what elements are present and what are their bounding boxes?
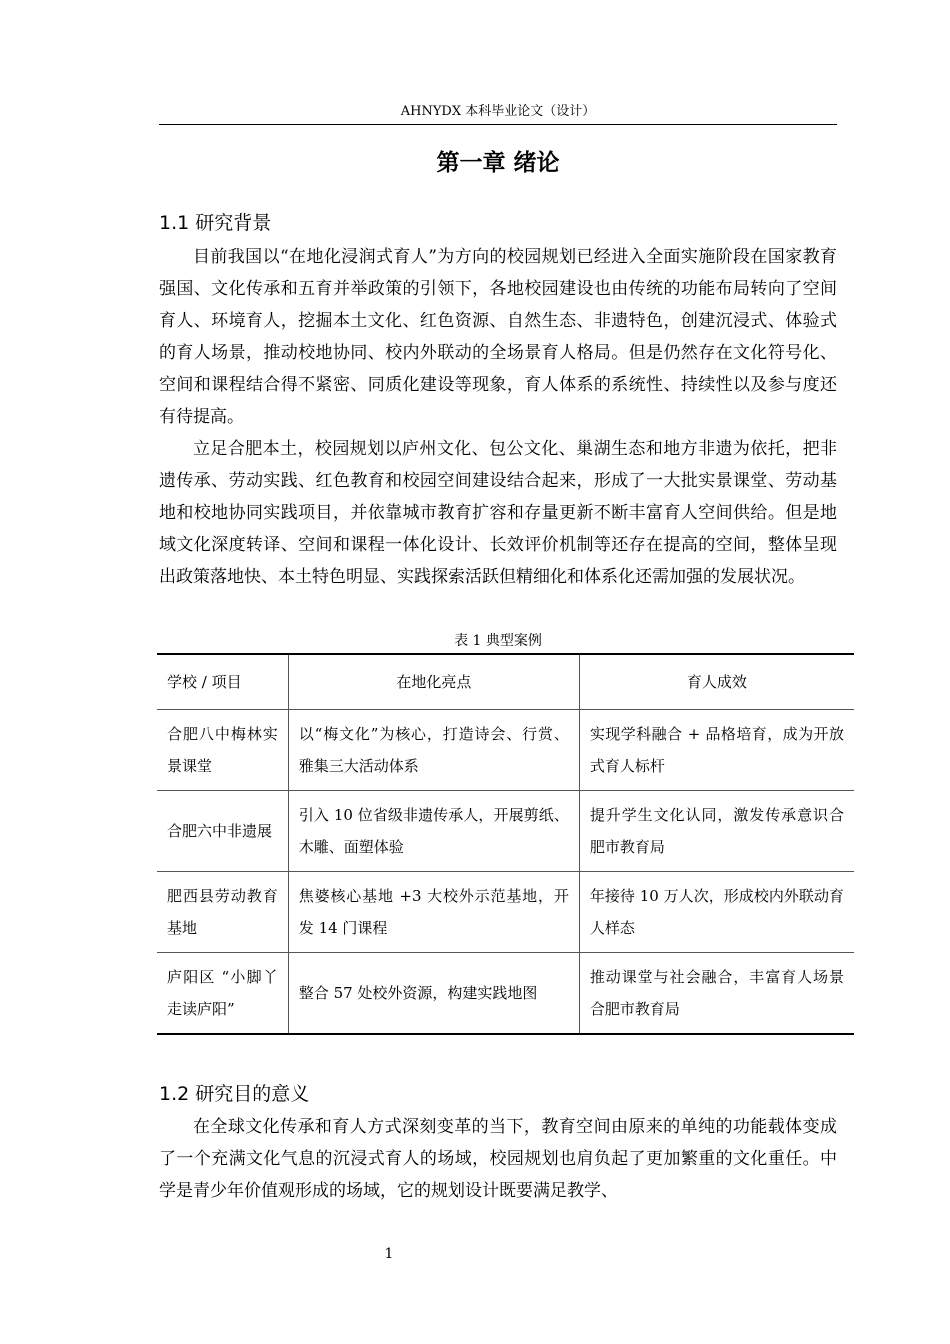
table-cell: 肥西县劳动教育基地 <box>157 872 288 953</box>
table-row <box>157 710 854 791</box>
table-caption: 表 1 典型案例 <box>454 633 542 649</box>
table-cell: 年接待 10 万人次，形成校内外联动育人样态 <box>579 872 854 953</box>
running-header: AHNYDX 本科毕业论文（设计） <box>159 103 837 125</box>
table-cell: 合肥八中梅林实景课堂 <box>157 710 288 791</box>
table-cell: 焦婆核心基地 +3 大校外示范基地，开发 14 门课程 <box>288 872 579 953</box>
table-header-row <box>157 654 854 710</box>
table-cell: 整合 57 处校外资源，构建实践地图 <box>288 953 579 1035</box>
table-header-cell: 育人成效 <box>579 654 854 710</box>
chapter-title: 第一章 绪论 <box>436 150 560 176</box>
table-cell: 推动课堂与社会融合，丰富育人场景合肥市教育局 <box>579 953 854 1035</box>
table-row <box>157 791 854 872</box>
table-cell: 合肥六中非遗展 <box>157 791 288 872</box>
paragraph-purpose-1: 在全球文化传承和育人方式深刻变革的当下，教育空间由原来的单纯的功能载体变成了一个充满文化气息的沉浸式育人的场域，校园规划也肩负起了更加繁重的文化重任。中学是青少年价值观形成的场域，它的规划设计既要满足教学、 <box>159 1117 837 1201</box>
cases-table <box>157 653 854 1035</box>
table-row <box>157 872 854 953</box>
table-row <box>157 953 854 1035</box>
page-number: 1 <box>384 1246 394 1262</box>
table-cell: 以“梅文化”为核心，打造诗会、行赏、雅集三大活动体系 <box>288 710 579 791</box>
table-cell: 提升学生文化认同，激发传承意识合肥市教育局 <box>579 791 854 872</box>
section-heading-background: 1.1 研究背景 <box>159 212 272 234</box>
paragraph-background-1: 目前我国以“在地化浸润式育人”为方向的校园规划已经进入全面实施阶段在国家教育强国、文化传承和五育并举政策的引领下，各地校园建设也由传统的功能布局转向了空间育人、环境育人，挖掘本土文化、红色资源、自然生态、非遗特色，创建沉浸式、体验式的育人场景，推动校地协同、校内外联动的全场景育人格局。但是仍然存在文化符号化、空间和课程结合得不紧密、同质化建设等现象，育人体系的系统性、持续性以及参与度还有待提高。 <box>159 247 837 427</box>
table-header-cell: 学校 / 项目 <box>157 654 288 710</box>
table-cell: 引入 10 位省级非遗传承人，开展剪纸、木雕、面塑体验 <box>288 791 579 872</box>
table-header-cell: 在地化亮点 <box>288 654 579 710</box>
paragraph-background-2: 立足合肥本土，校园规划以庐州文化、包公文化、巢湖生态和地方非遗为依托，把非遗传承、劳动实践、红色教育和校园空间建设结合起来，形成了一大批实景课堂、劳动基地和校地协同实践项目，并依靠城市教育扩容和存量更新不断丰富育人空间供给。但是地域文化深度转译、空间和课程一体化设计、长效评价机制等还存在提高的空间，整体呈现出政策落地快、本土特色明显、实践探索活跃但精细化和体系化还需加强的发展状况。 <box>159 439 837 587</box>
table-cell: 庐阳区 “小脚丫走读庐阳” <box>157 953 288 1035</box>
table-cell: 实现学科融合 + 品格培育，成为开放式育人标杆 <box>579 710 854 791</box>
section-heading-purpose: 1.2 研究目的意义 <box>159 1083 310 1105</box>
